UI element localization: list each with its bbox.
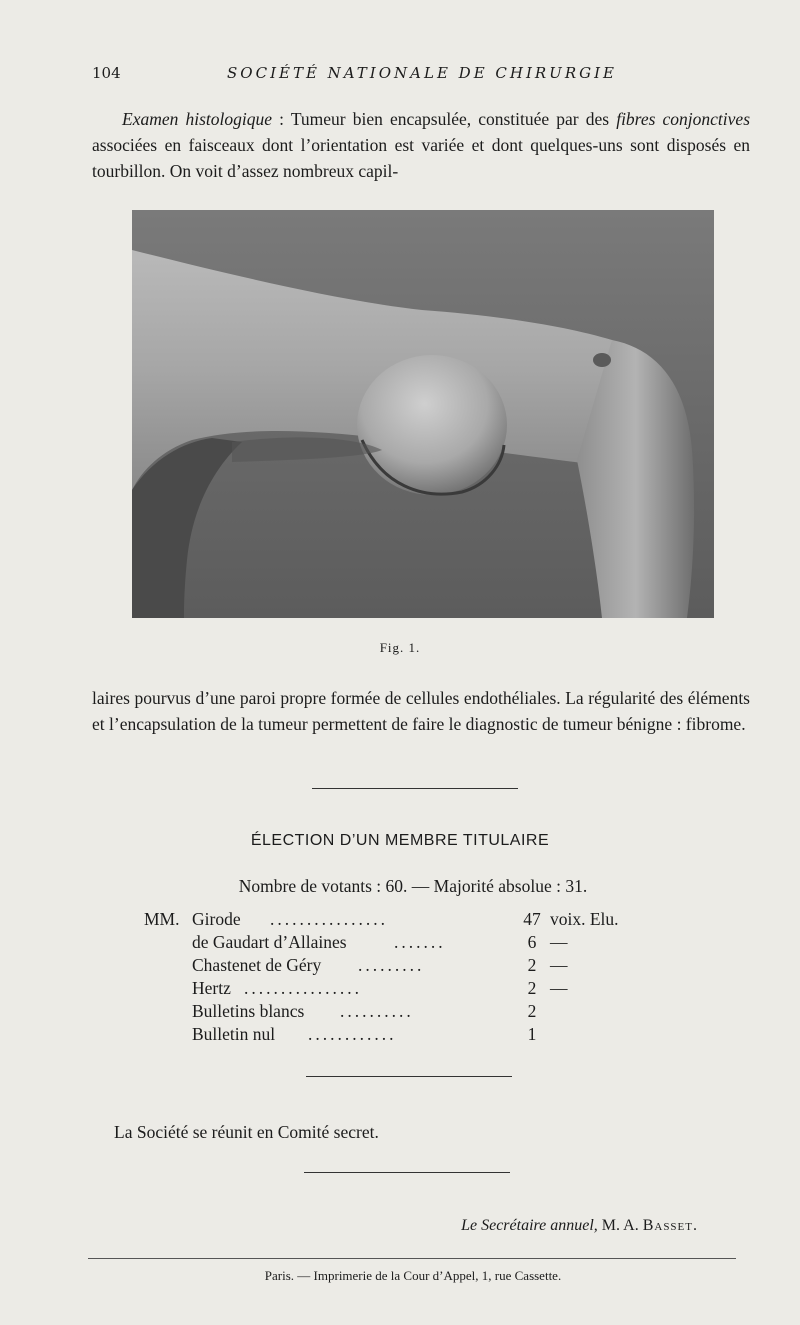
mm-prefix: MM. xyxy=(144,909,180,929)
election-title: ÉLECTION D’UN MEMBRE TITULAIRE xyxy=(250,832,550,849)
vote-count: 2 xyxy=(527,978,537,998)
result-row xyxy=(144,977,664,1000)
candidate-name: de Gaudart d’Allaines xyxy=(192,932,347,952)
divider-3 xyxy=(304,1172,510,1173)
leader-dots: ......... xyxy=(358,955,425,975)
signature-role: Le Secrétaire annuel, xyxy=(461,1217,598,1234)
running-head: SOCIÉTÉ NATIONALE DE CHIRURGIE xyxy=(227,64,617,82)
histology-label: Examen histologique xyxy=(122,109,273,129)
histology-colon: : xyxy=(272,109,291,129)
histology-text-a: Tumeur bien encapsulée, constituée par des xyxy=(290,109,617,129)
vote-count: 2 xyxy=(527,1001,537,1021)
figure-photo xyxy=(132,210,714,618)
signature-name-prefix: M. A. xyxy=(597,1217,643,1234)
candidate-name: Chastenet de Géry xyxy=(192,955,322,975)
candidate-name: Bulletin nul xyxy=(192,1024,276,1044)
vote-summary: Nombre de votants : 60. — Majorité absolue : 31. xyxy=(238,876,588,896)
vote-count: 1 xyxy=(527,1024,537,1044)
signature xyxy=(0,1217,698,1235)
histology-italic-term: fibres conjonctives xyxy=(616,109,751,129)
vote-note: voix. Elu. xyxy=(550,909,619,929)
page-header xyxy=(92,64,752,86)
histology-paragraph xyxy=(92,106,750,184)
page-number: 104 xyxy=(92,64,121,82)
result-row xyxy=(144,1023,664,1046)
result-row xyxy=(144,1000,664,1023)
leader-dots: ............ xyxy=(308,1024,397,1044)
signature-surname: Basset. xyxy=(642,1217,698,1234)
leader-dots: .......... xyxy=(340,1001,414,1021)
vote-note: — xyxy=(550,978,568,998)
footer-rule xyxy=(88,1258,736,1259)
result-row xyxy=(144,954,664,977)
leader-dots: ................ xyxy=(270,909,388,929)
candidate-name: Bulletins blancs xyxy=(192,1001,305,1021)
diagnosis-paragraph: laires pourvus d’une paroi propre formée de cellules endothéliales. La régularité des éléments et l’encapsulation de la tumeur permettent de faire le diagnostic de tumeur bénigne : fibrome. xyxy=(92,688,750,734)
candidate-name: Girode xyxy=(192,909,241,929)
result-row xyxy=(144,931,664,954)
leader-dots: ................ xyxy=(244,978,362,998)
figure-caption: Fig. 1. xyxy=(379,640,421,655)
vote-count: 47 xyxy=(523,909,541,929)
vote-note: — xyxy=(550,955,568,975)
vote-note: — xyxy=(550,932,568,952)
leader-dots: ....... xyxy=(394,932,446,952)
vote-count: 2 xyxy=(527,955,537,975)
knee-photograph xyxy=(132,210,714,618)
histology-text-b: associées en faisceaux dont l’orientation est variée et dont quelques-uns sont disposés en tourbillon. On voit d’assez nombreux capil- xyxy=(92,135,750,181)
printer-imprint: Paris. — Imprimerie de la Cour d’Appel, 1, rue Cassette. xyxy=(264,1268,562,1283)
vote-count: 6 xyxy=(527,932,537,952)
closing-statement: La Société se réunit en Comité secret. xyxy=(114,1122,379,1142)
candidate-name: Hertz xyxy=(192,978,231,998)
divider-2 xyxy=(306,1076,512,1077)
election-results xyxy=(144,908,664,1046)
divider-1 xyxy=(312,788,518,789)
result-row xyxy=(144,908,664,931)
